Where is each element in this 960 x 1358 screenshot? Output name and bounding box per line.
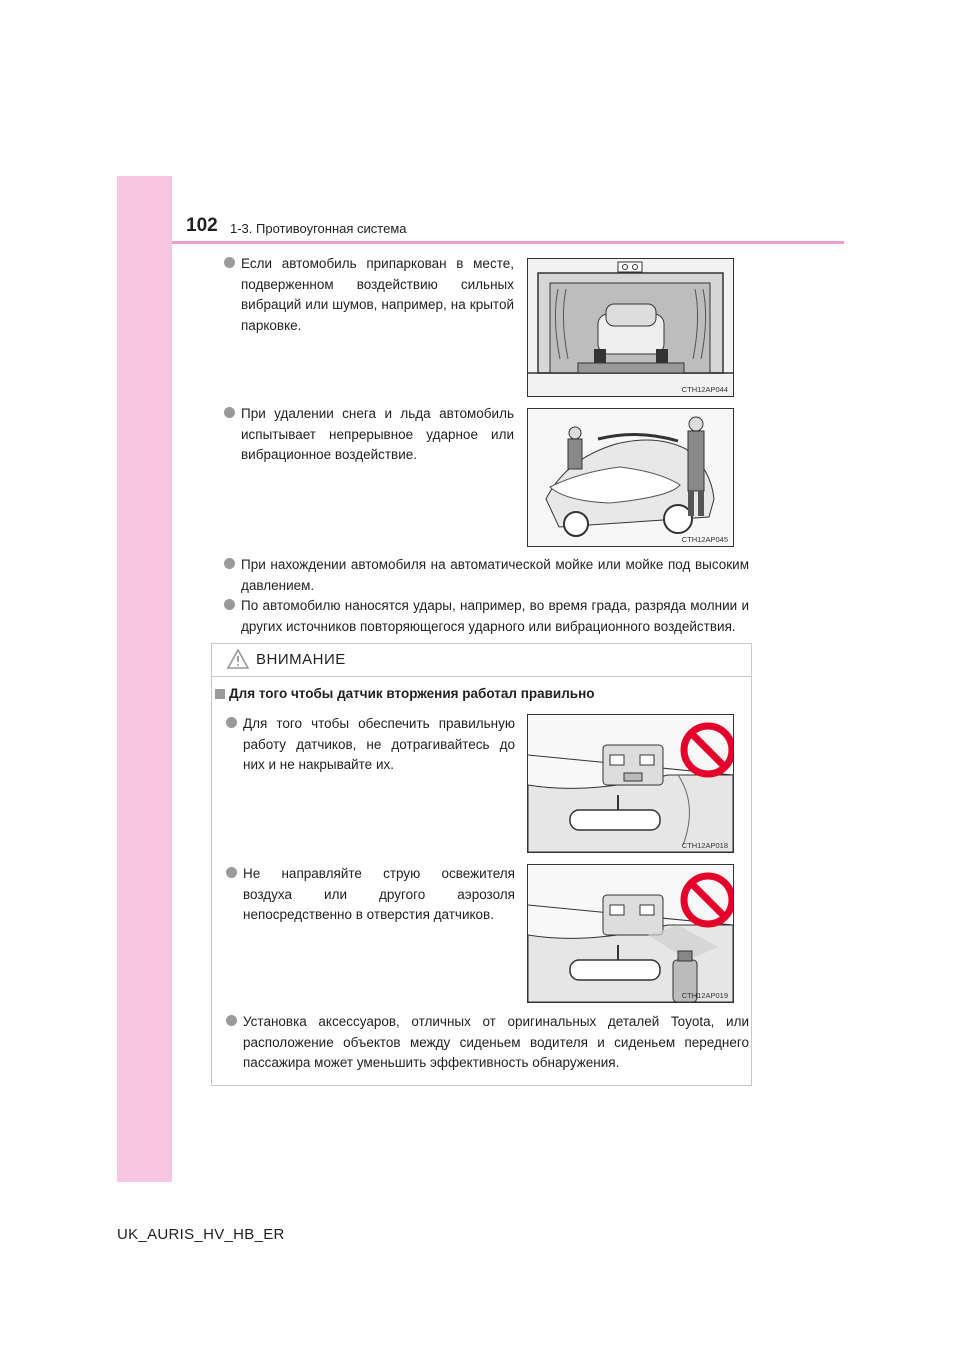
square-bullet-icon [215,689,225,699]
warning-triangle-icon [226,648,250,670]
header-rule [172,241,844,244]
item-text: Для того чтобы обеспечить правильную работу датчиков, не дотрагивайтесь до них и не накрывайте их. [243,716,515,772]
no-touch-sensor-icon [528,715,733,852]
item-text: По автомобилю наносятся удары, например, во время града, разряда молнии и других источников повторяющегося ударного или вибрационного воздействия. [241,598,749,634]
snow-removal-icon [528,409,733,546]
list-item [241,596,749,637]
list-item [241,254,514,336]
figure-code: CTH12AP045 [681,535,728,544]
bullet-icon [224,257,235,268]
sensor-touch-figure [527,714,734,853]
warning-subtitle: Для того чтобы датчик вторжения работал правильно [229,686,595,701]
page-number: 102 [186,215,218,236]
document-code: UK_AURIS_HV_HB_ER [117,1226,285,1243]
item-text: При нахождении автомобиля на автоматической мойке или мойке под высоким давлением. [241,557,749,593]
sensor-spray-figure [527,864,734,1003]
figure-code: CTH12AP019 [681,991,728,1000]
bullet-icon [226,1015,237,1026]
bullet-icon [226,717,237,728]
car-wash-icon [528,259,733,396]
list-item [243,714,515,776]
bullet-icon [224,407,235,418]
item-text: Установка аксессуаров, отличных от оригинальных деталей Toyota, или расположение объектов между сиденьем водителя и сиденьем переднего пассажира может уменьшить эффективность обнаружения. [243,1014,749,1070]
figure-code: CTH12AP018 [681,841,728,850]
warning-header [212,644,751,677]
section-title: 1-3. Противоугонная система [230,221,407,236]
no-spray-sensor-icon [528,865,733,1002]
bullet-icon [224,558,235,569]
list-item [243,864,515,926]
item-text: При удалении снега и льда автомобиль испытывает непрерывное ударное или вибрационное воздействие. [241,406,514,462]
list-item [243,1012,749,1074]
item-text: Если автомобиль припаркован в месте, подверженном воздействию сильных вибраций или шумов, например, на крытой парковке. [241,256,514,333]
car-wash-figure [527,258,734,397]
figure-code: CTH12AP044 [681,385,728,394]
bullet-icon [224,599,235,610]
warning-title: ВНИМАНИЕ [256,651,346,668]
item-text: Не направляйте струю освежителя воздуха или другого аэрозоля непосредственно в отверстия датчиков. [243,866,515,922]
list-item [241,404,514,466]
bullet-icon [226,867,237,878]
list-item [241,555,749,596]
snow-removal-figure [527,408,734,547]
side-tab [117,176,172,1182]
